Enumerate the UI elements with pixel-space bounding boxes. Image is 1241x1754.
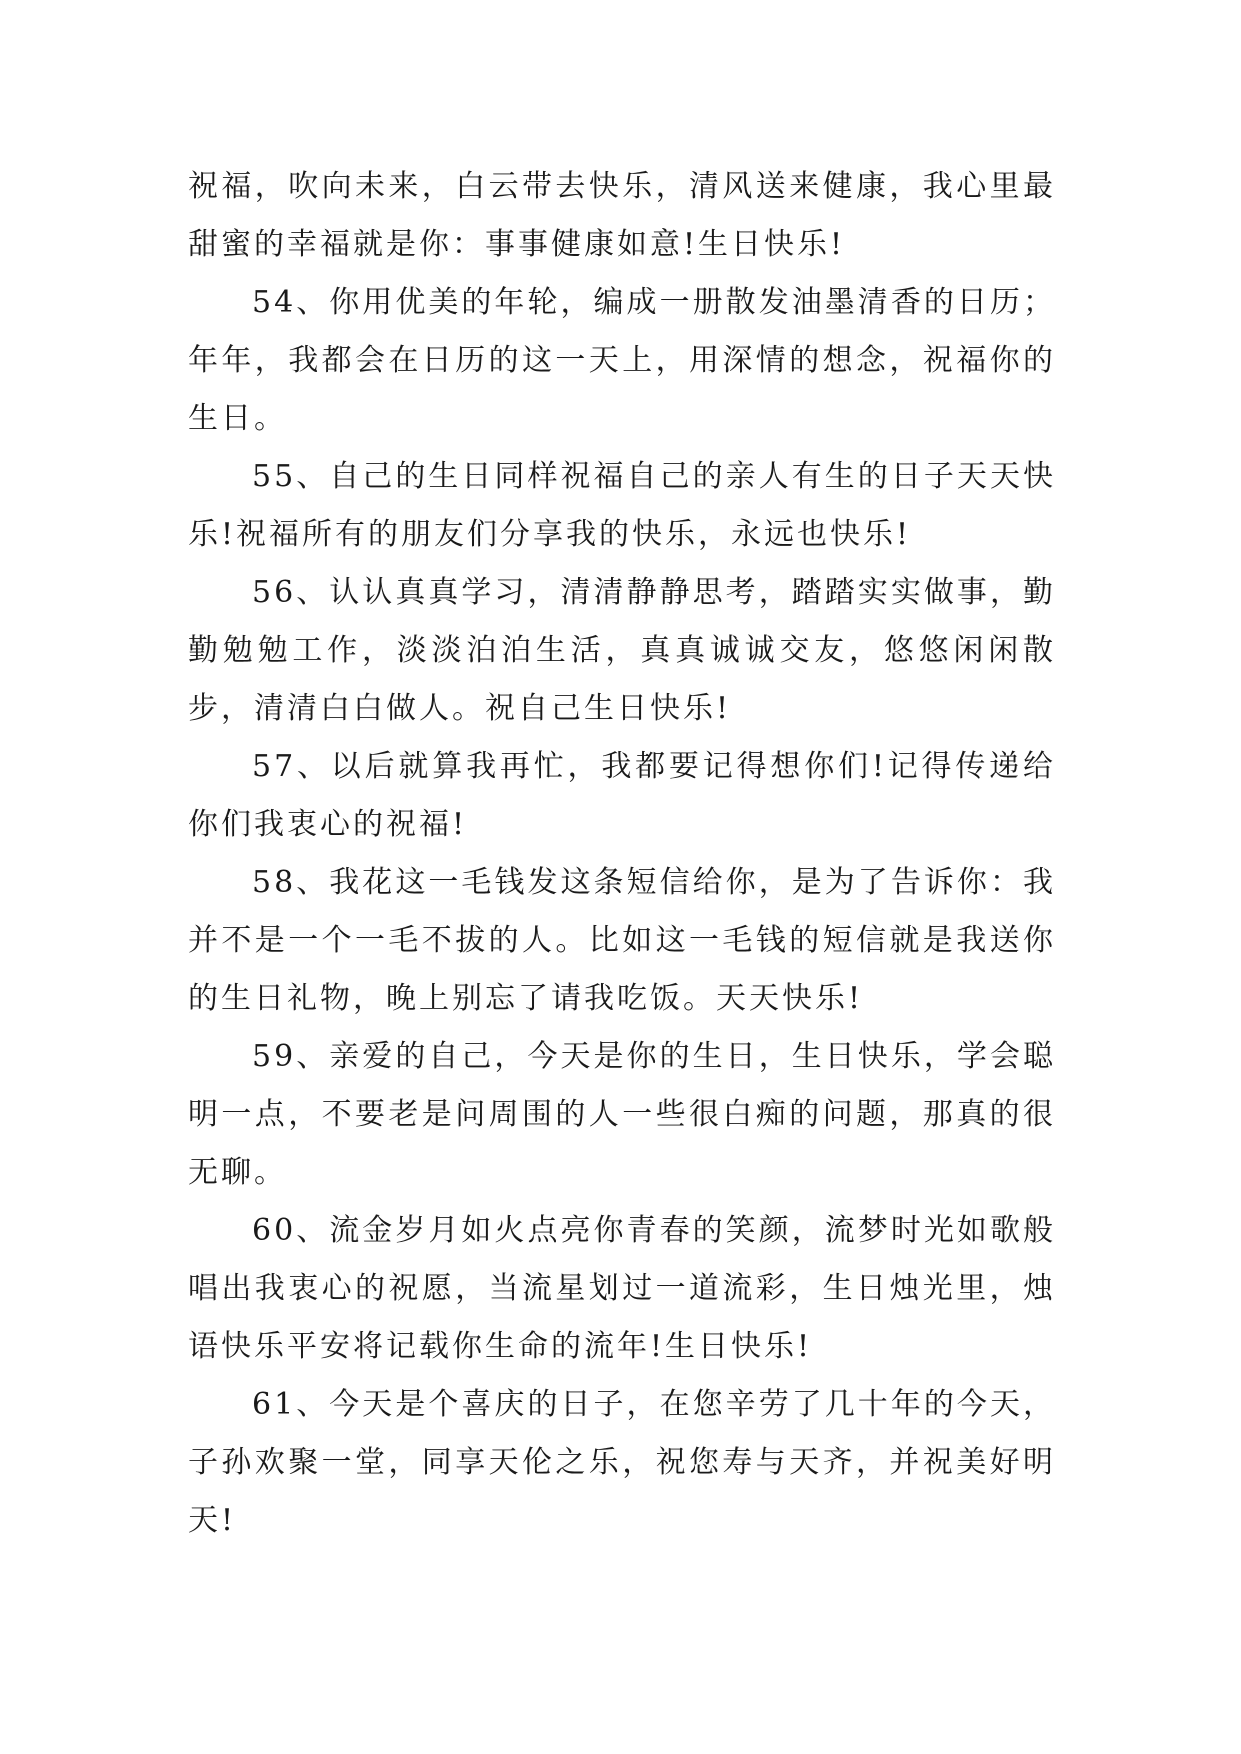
paragraph-56: 56、认认真真学习，清清静静思考，踏踏实实做事，勤勤勉勉工作，淡淡泊泊生活，真真诚诚交友，悠悠闲闲散步，清清白白做人。祝自己生日快乐!	[188, 575, 1056, 726]
paragraph-continuation: 祝福，吹向未来，白云带去快乐，清风送来健康，我心里最甜蜜的幸福就是你：事事健康如意!生日快乐!	[188, 169, 1056, 262]
paragraph-61: 61、今天是个喜庆的日子，在您辛劳了几十年的今天，子孙欢聚一堂，同享天伦之乐，祝您寿与天齐，并祝美好明天!	[188, 1387, 1056, 1538]
paragraph-59: 59、亲爱的自己，今天是你的生日，生日快乐，学会聪明一点，不要老是问周围的人一些很白痴的问题，那真的很无聊。	[188, 1039, 1056, 1190]
paragraph-55: 55、自己的生日同样祝福自己的亲人有生的日子天天快乐!祝福所有的朋友们分享我的快乐，永远也快乐!	[188, 459, 1056, 552]
paragraph-58: 58、我花这一毛钱发这条短信给你，是为了告诉你：我并不是一个一毛不拔的人。比如这一毛钱的短信就是我送你的生日礼物，晚上别忘了请我吃饭。天天快乐!	[188, 865, 1056, 1016]
document-body	[188, 158, 1056, 1550]
paragraph-60: 60、流金岁月如火点亮你青春的笑颜，流梦时光如歌般唱出我衷心的祝愿，当流星划过一道流彩，生日烛光里，烛语快乐平安将记载你生命的流年!生日快乐!	[188, 1213, 1056, 1364]
paragraph-57: 57、以后就算我再忙，我都要记得想你们!记得传递给你们我衷心的祝福!	[188, 749, 1056, 842]
paragraph-54: 54、你用优美的年轮，编成一册散发油墨清香的日历；年年，我都会在日历的这一天上，用深情的想念，祝福你的生日。	[188, 285, 1056, 436]
